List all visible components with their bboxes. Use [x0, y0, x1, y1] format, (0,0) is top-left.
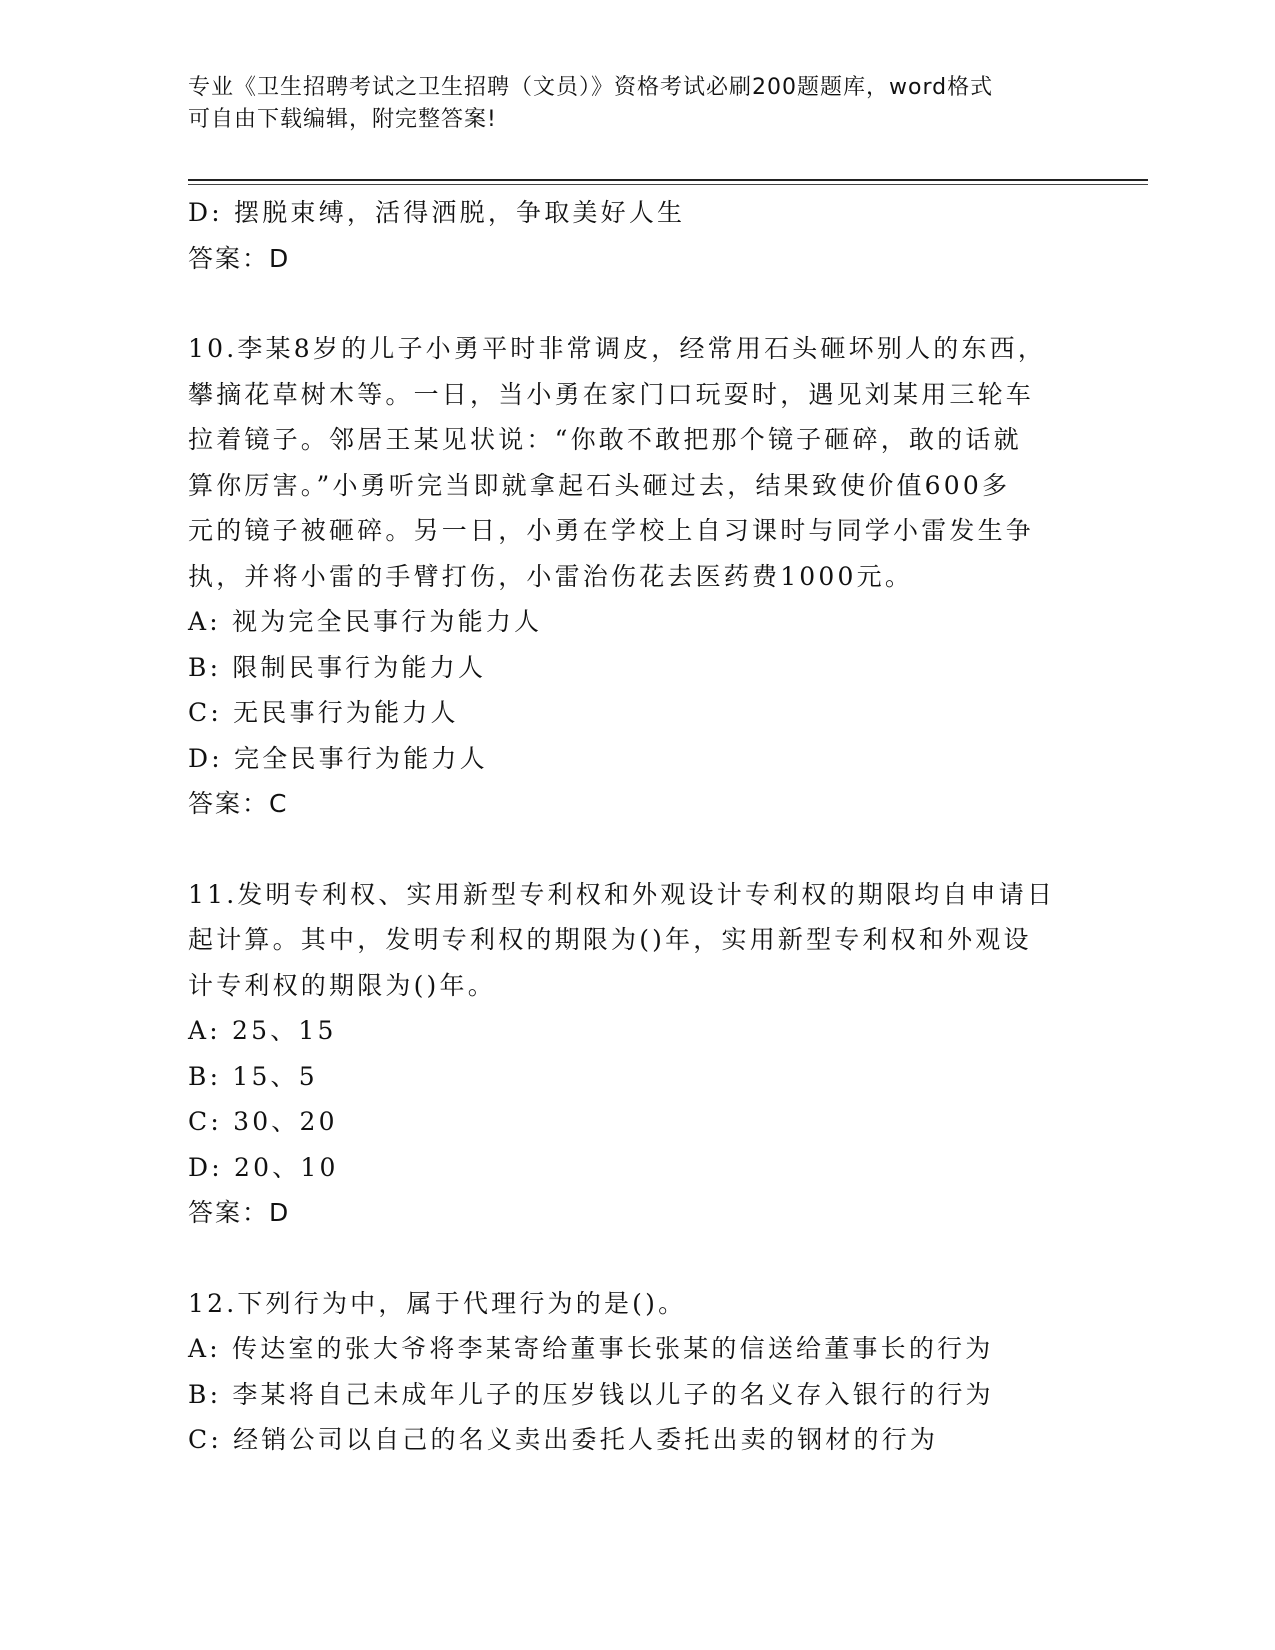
- answer-line: 答案：D: [188, 1198, 291, 1227]
- spacer: [188, 1236, 1068, 1281]
- question-text-line: 元的镜子被砸碎。另一日，小勇在学校上自习课时与同学小雷发生争: [188, 516, 1035, 545]
- spacer: [188, 827, 1068, 872]
- page-header: [188, 72, 1088, 136]
- question-9-tail: [188, 190, 1068, 281]
- option-a: A: 25、15: [188, 1016, 337, 1045]
- header-line-1: 专业《卫生招聘考试之卫生招聘（文员）》资格考试必刷200题题库，word格式: [188, 75, 994, 100]
- question-text-line: 11.发明专利权、实用新型专利权和外观设计专利权的期限均自申请日: [188, 879, 1056, 909]
- option-b: B: 李某将自己未成年儿子的压岁钱以儿子的名义存入银行的行为: [188, 1379, 994, 1409]
- option-a: A: 视为完全民事行为能力人: [188, 607, 543, 636]
- option-c: C: 30、20: [188, 1107, 338, 1136]
- option-c: C: 经销公司以自己的名义卖出委托人委托出卖的钢材的行为: [188, 1425, 939, 1454]
- header-line-2: 可自由下载编辑，附完整答案!: [188, 107, 497, 132]
- question-text-line: 执，并将小雷的手臂打伤，小雷治伤花去医药费1000元。: [188, 561, 914, 591]
- question-text-line: 拉着镜子。邻居王某见状说：“你敢不敢把那个镜子砸碎，敢的话就: [188, 425, 1022, 454]
- header-divider-thick: [188, 179, 1148, 181]
- spacer: [188, 281, 1068, 326]
- question-10: [188, 326, 1068, 827]
- question-text-line: 计专利权的期限为()年。: [188, 970, 496, 1000]
- answer-line: 答案：D: [188, 243, 291, 273]
- answer-line: 答案：C: [188, 789, 289, 818]
- question-11: [188, 872, 1068, 1236]
- option-d: D: 20、10: [188, 1152, 339, 1182]
- header-divider-thin: [188, 184, 1148, 185]
- question-text-line: 算你厉害。”小勇听完当即就拿起石头砸过去，结果致使价值600多: [188, 470, 1011, 500]
- question-text-line: 12.下列行为中，属于代理行为的是()。: [188, 1288, 687, 1318]
- question-text-line: 攀摘花草树木等。一日，当小勇在家门口玩耍时，遇见刘某用三轮车: [188, 379, 1035, 409]
- option-b: B: 限制民事行为能力人: [188, 652, 487, 682]
- option-d: D: 完全民事行为能力人: [188, 743, 488, 773]
- document-body: [188, 190, 1068, 1463]
- question-12: [188, 1281, 1068, 1463]
- question-text-line: 10.李某8岁的儿子小勇平时非常调皮，经常用石头砸坏别人的东西，: [188, 334, 1047, 363]
- question-text-line: 起计算。其中，发明专利权的期限为()年，实用新型专利权和外观设: [188, 925, 1032, 954]
- option-b: B: 15、5: [188, 1061, 318, 1091]
- option-a: A: 传达室的张大爷将李某寄给董事长张某的信送给董事长的行为: [188, 1334, 994, 1363]
- option-d: D: 摆脱束缚，活得洒脱，争取美好人生: [188, 198, 686, 227]
- header-divider: [188, 179, 1148, 186]
- option-c: C: 无民事行为能力人: [188, 698, 459, 727]
